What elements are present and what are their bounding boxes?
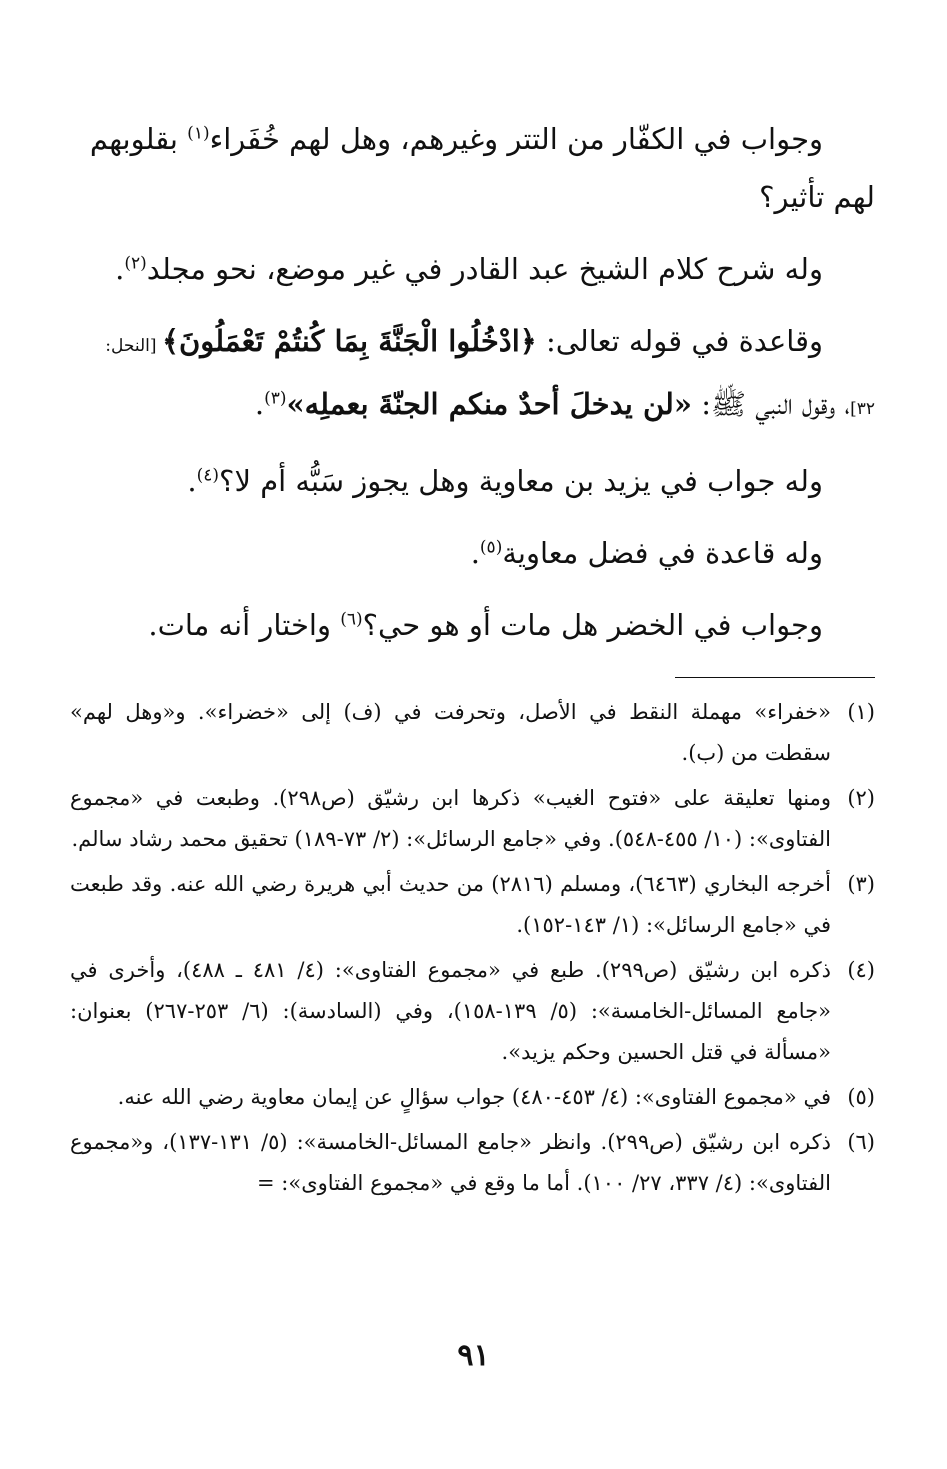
- footnote-item: [70, 1122, 875, 1204]
- footnote-text: ذكره ابن رشيّق (ص٢٩٩). وانظر «جامع المسائل-الخامسة»: (٥/ ١٣١-١٣٧)، و«مجموع الفتاوى»: (٤/ ٣٣٧، ٢٧/ ١٠٠). أما ما وقع في «مجموع الفتاوى»: =: [70, 1130, 831, 1195]
- paragraph-text: وله شرح كلام الشيخ عبد القادر في غير موضع، نحو مجلد: [146, 252, 823, 286]
- footnotes-section: [70, 692, 875, 1208]
- paragraph-khufara: [70, 110, 875, 226]
- footnote-item: [70, 864, 875, 946]
- paragraph-text: .: [187, 464, 197, 498]
- paragraph-text: وله جواب في يزيد بن معاوية وهل يجوز سَبُّه أم لا؟: [219, 464, 823, 498]
- paragraph-text: وله قاعدة في فضل معاوية: [502, 536, 823, 570]
- footnote-item: [70, 1077, 875, 1118]
- paragraph-text: بقلوبهم لهم تأثير؟: [89, 122, 875, 214]
- footnote-item: [70, 692, 875, 774]
- paragraph-text: .: [470, 536, 480, 570]
- footnote-text: ذكره ابن رشيّق (ص٢٩٩). طبع في «مجموع الفتاوى»: (٤/ ٤٨١ ـ ٤٨٨)، وأخرى في «جامع المسائل-الخامسة»: (٥/ ١٣٩-١٥٨)، وفي (السادسة): (٦/ ٢٥٣-٢٦٧) بعنوان: «مسألة في قتل الحسين وحكم يزيد».: [70, 958, 831, 1064]
- footnote-reference-1[interactable]: (١): [187, 123, 210, 144]
- footnote-text: في «مجموع الفتاوى»: (٤/ ٤٥٣-٤٨٠) جواب سؤالٍ عن إيمان معاوية رضي الله عنه.: [117, 1085, 831, 1109]
- paragraph-khidr: [70, 596, 875, 654]
- footnote-item: [70, 950, 875, 1073]
- page-number: ٩١: [457, 1338, 490, 1373]
- paragraph-text: وجواب في الكفّار من التتر وغيرهم، وهل لهم خُفَراء: [209, 122, 823, 156]
- paragraph-text: وقاعدة في قوله تعالى:: [536, 324, 823, 358]
- footnote-reference-5[interactable]: (٥): [479, 537, 503, 558]
- footnote-number: (٦): [847, 1130, 875, 1154]
- footnote-number: (٣): [847, 872, 875, 896]
- footnote-reference-4[interactable]: (٤): [196, 465, 220, 486]
- paragraph-text: واختار أنه مات.: [148, 608, 341, 642]
- footnote-separator: [675, 677, 875, 678]
- footnote-number: (٤): [847, 958, 875, 982]
- footnote-text: أخرجه البخاري (٦٤٦٣)، ومسلم (٢٨١٦) من حديث أبي هريرة رضي الله عنه. وقد طبعت في «جامع الرسائل»: (١/ ١٤٣-١٥٢).: [70, 872, 831, 937]
- footnote-text: ومنها تعليقة على «فتوح الغيب» ذكرها ابن رشيّق (ص٢٩٨). وطبعت في «مجموع الفتاوى»: (١٠/ ٤٥٥-٥٤٨). وفي «جامع الرسائل»: (٢/ ٧٣-١٨٩) تحقيق محمد رشاد سالم.: [70, 786, 831, 851]
- footnote-reference-6[interactable]: (٦): [340, 609, 363, 630]
- paragraph-yazid: [70, 452, 875, 510]
- footnote-number: (١): [847, 700, 875, 724]
- quran-verse: ﴿ادْخُلُوا الْجَنَّةَ بِمَا كُنتُمْ تَعْمَلُونَ﴾: [161, 324, 537, 358]
- footnote-reference-3[interactable]: (٣): [264, 388, 287, 409]
- paragraph-muawiya: [70, 524, 875, 582]
- paragraph-text: .: [115, 252, 125, 286]
- main-text: [70, 110, 875, 668]
- footnote-reference-2[interactable]: (٢): [124, 253, 147, 274]
- paragraph-text: .: [254, 387, 265, 421]
- footnote-item: [70, 778, 875, 860]
- paragraph-sharh: [70, 240, 875, 298]
- paragraph-text: ، وقول النبي ﷺ:: [692, 387, 851, 421]
- hadith-quote: «لن يدخلَ أحدٌ منكم الجنّةَ بعملِه»: [286, 387, 693, 421]
- paragraph-qaida: [70, 312, 875, 438]
- verse-citation: [النحل: ٣٢]: [105, 336, 875, 419]
- paragraph-text: وجواب في الخضر هل مات أو هو حي؟: [362, 608, 823, 642]
- footnote-text: «خفراء» مهملة النقط في الأصل، وتحرفت في (ف) إلى «خضراء». و«وهل لهم» سقطت من (ب).: [70, 700, 831, 765]
- footnote-number: (٥): [847, 1085, 875, 1109]
- footnote-number: (٢): [847, 786, 875, 810]
